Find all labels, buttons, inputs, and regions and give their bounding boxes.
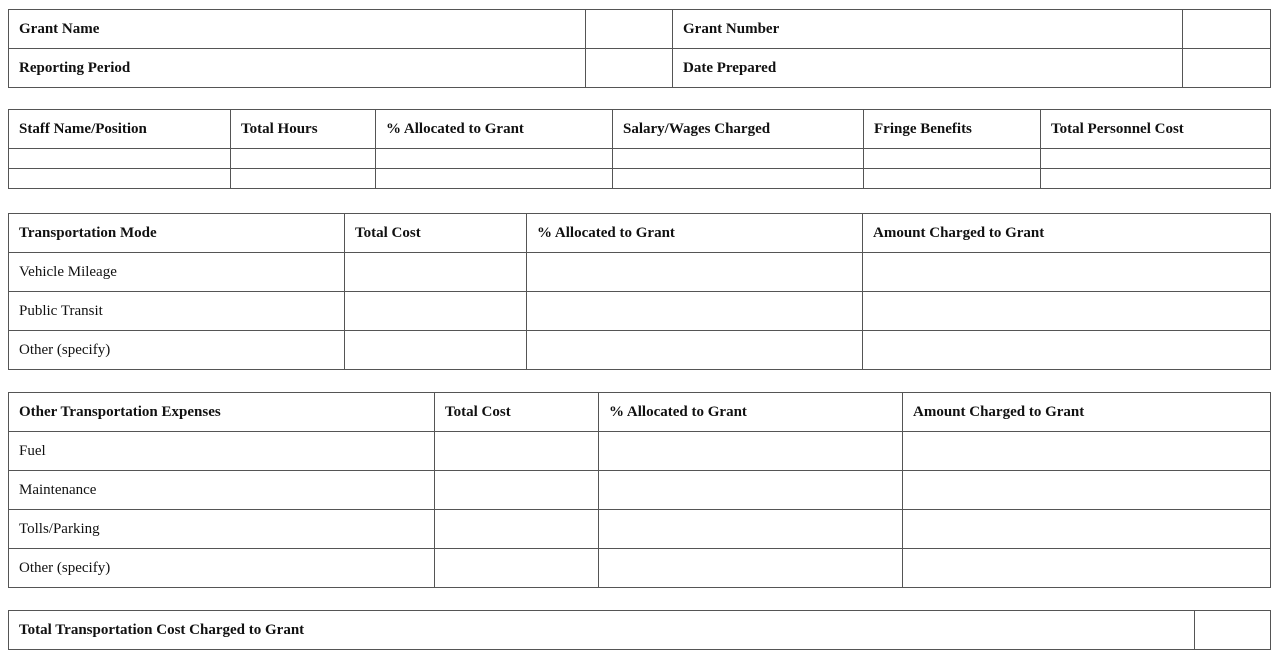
column-header: Total Cost — [345, 214, 527, 253]
grant-info-table — [8, 9, 1271, 88]
percent-allocated-cell[interactable] — [599, 471, 903, 510]
grant-number-field[interactable] — [1183, 10, 1271, 49]
expense-label: Maintenance — [9, 471, 435, 510]
staff-name-cell[interactable] — [9, 149, 231, 169]
amount-charged-cell[interactable] — [903, 510, 1271, 549]
percent-allocated-cell[interactable] — [527, 253, 863, 292]
table-row — [9, 331, 1271, 370]
table-row — [9, 49, 1271, 88]
percent-allocated-cell[interactable] — [599, 510, 903, 549]
amount-charged-cell[interactable] — [863, 331, 1271, 370]
column-header: Total Personnel Cost — [1041, 110, 1271, 149]
reporting-period-field[interactable] — [586, 49, 673, 88]
other-expenses-table — [8, 392, 1271, 588]
total-cost-cell[interactable] — [345, 331, 527, 370]
total-hours-cell[interactable] — [231, 149, 376, 169]
total-table — [8, 610, 1271, 650]
total-personnel-cost-cell[interactable] — [1041, 169, 1271, 189]
amount-charged-cell[interactable] — [903, 471, 1271, 510]
column-header: Other Transportation Expenses — [9, 393, 435, 432]
column-header: Salary/Wages Charged — [613, 110, 864, 149]
mode-label: Other (specify) — [9, 331, 345, 370]
table-row — [9, 432, 1271, 471]
table-header-row — [9, 214, 1271, 253]
table-row — [9, 510, 1271, 549]
fringe-benefits-cell[interactable] — [864, 149, 1041, 169]
table-row — [9, 253, 1271, 292]
column-header: % Allocated to Grant — [376, 110, 613, 149]
total-cost-cell[interactable] — [435, 510, 599, 549]
table-row — [9, 10, 1271, 49]
salary-wages-cell[interactable] — [613, 149, 864, 169]
date-prepared-field[interactable] — [1183, 49, 1271, 88]
column-header: Total Cost — [435, 393, 599, 432]
personnel-table — [8, 109, 1271, 189]
mode-label: Public Transit — [9, 292, 345, 331]
reporting-period-label: Reporting Period — [9, 49, 586, 88]
table-row — [9, 611, 1271, 650]
table-header-row — [9, 393, 1271, 432]
total-cost-cell[interactable] — [435, 432, 599, 471]
transportation-mode-table — [8, 213, 1271, 370]
total-cost-cell[interactable] — [345, 292, 527, 331]
percent-allocated-cell[interactable] — [599, 549, 903, 588]
total-hours-cell[interactable] — [231, 169, 376, 189]
amount-charged-cell[interactable] — [903, 549, 1271, 588]
total-cost-cell[interactable] — [435, 549, 599, 588]
column-header: Amount Charged to Grant — [863, 214, 1271, 253]
percent-allocated-cell[interactable] — [527, 331, 863, 370]
table-row — [9, 471, 1271, 510]
total-cost-cell[interactable] — [435, 471, 599, 510]
salary-wages-cell[interactable] — [613, 169, 864, 189]
expense-label: Tolls/Parking — [9, 510, 435, 549]
percent-allocated-cell[interactable] — [376, 169, 613, 189]
column-header: Transportation Mode — [9, 214, 345, 253]
mode-label: Vehicle Mileage — [9, 253, 345, 292]
column-header: Amount Charged to Grant — [903, 393, 1271, 432]
expense-label: Other (specify) — [9, 549, 435, 588]
column-header: % Allocated to Grant — [599, 393, 903, 432]
fringe-benefits-cell[interactable] — [864, 169, 1041, 189]
staff-name-cell[interactable] — [9, 169, 231, 189]
amount-charged-cell[interactable] — [903, 432, 1271, 471]
grant-name-label: Grant Name — [9, 10, 586, 49]
grant-name-field[interactable] — [586, 10, 673, 49]
table-row — [9, 149, 1271, 169]
table-row — [9, 549, 1271, 588]
percent-allocated-cell[interactable] — [376, 149, 613, 169]
total-value-cell[interactable] — [1195, 611, 1271, 650]
table-row — [9, 292, 1271, 331]
percent-allocated-cell[interactable] — [527, 292, 863, 331]
total-label: Total Transportation Cost Charged to Grant — [9, 611, 1195, 650]
date-prepared-label: Date Prepared — [673, 49, 1183, 88]
table-row — [9, 169, 1271, 189]
column-header: Fringe Benefits — [864, 110, 1041, 149]
total-personnel-cost-cell[interactable] — [1041, 149, 1271, 169]
expense-label: Fuel — [9, 432, 435, 471]
column-header: Staff Name/Position — [9, 110, 231, 149]
table-header-row — [9, 110, 1271, 149]
amount-charged-cell[interactable] — [863, 253, 1271, 292]
grant-number-label: Grant Number — [673, 10, 1183, 49]
amount-charged-cell[interactable] — [863, 292, 1271, 331]
column-header: % Allocated to Grant — [527, 214, 863, 253]
percent-allocated-cell[interactable] — [599, 432, 903, 471]
total-cost-cell[interactable] — [345, 253, 527, 292]
column-header: Total Hours — [231, 110, 376, 149]
